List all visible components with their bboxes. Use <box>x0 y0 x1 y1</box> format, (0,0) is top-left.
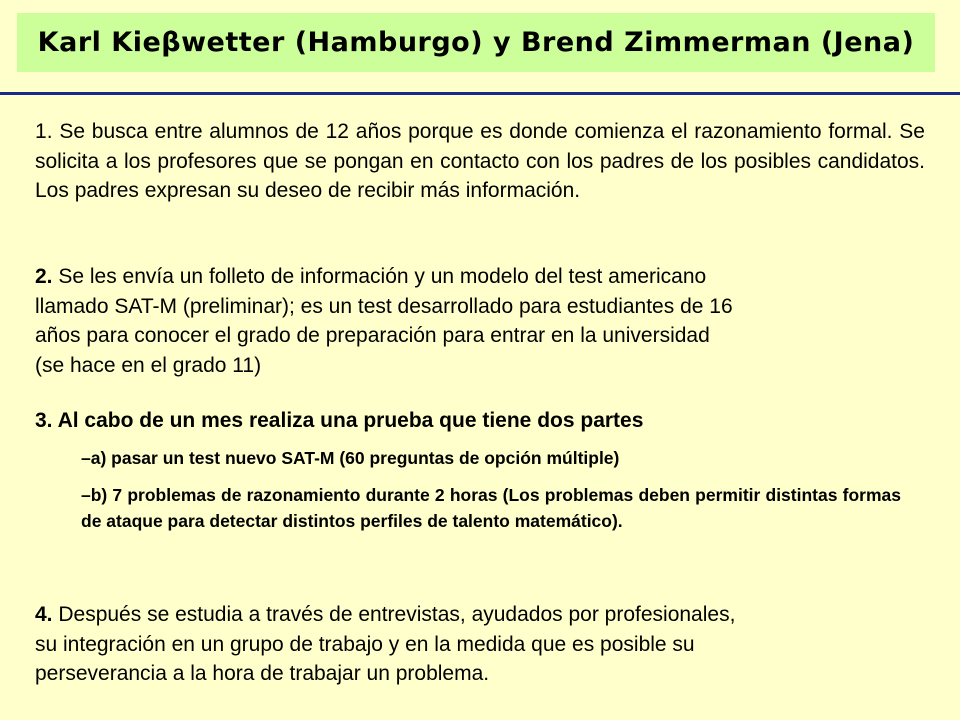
item-3-subitem-a: –a) pasar un test nuevo SAT-M (60 preguntas de opción múltiple) <box>81 448 620 468</box>
item-4-number: 4. <box>35 603 53 626</box>
title-divider <box>0 92 960 95</box>
slide-title: Karl Kieβwetter (Hamburgo) y Brend Zimmerman (Jena) <box>37 27 915 58</box>
item-3-heading: 3. Al cabo de un mes realiza una prueba que tiene dos partes <box>35 409 644 432</box>
item-2-line-4: (se hace en el grado 11) <box>35 353 262 377</box>
item-1-text: . Se busca entre alumnos de 12 años porque es donde comienza el razonamiento formal. Se solicita a los profesores que se pongan en contacto con los padres de los posibles candidatos. Los padres expresan su deseo de recibir más información. <box>35 120 925 202</box>
item-4-line-2: su integración en un grupo de trabajo y en la medida que es posible su <box>35 632 695 656</box>
item-4-line-1: 4. Después se estudia a través de entrevistas, ayudados por profesionales, <box>35 603 736 626</box>
item-2-line-3: años para conocer el grado de preparación para entrar en la universidad <box>35 324 710 347</box>
item-4 <box>35 600 925 689</box>
item-1-number: 1 <box>35 120 47 143</box>
item-2-line-2: llamado SAT-M (preliminar); es un test desarrollado para estudiantes de 16 <box>35 294 733 318</box>
item-3-subitem-b: –b) 7 problemas de razonamiento durante 2 horas (Los problemas deben permitir distintas formas de ataque para detectar distintos perfiles de talento matemático). <box>81 485 901 531</box>
item-2 <box>35 262 925 380</box>
item-1 <box>35 117 925 206</box>
item-4-line-3: perseverancia a la hora de trabajar un problema. <box>35 662 490 685</box>
item-2-line-1: 2. Se les envía un folleto de información y un modelo del test americano <box>35 265 707 288</box>
item-2-number: 2. <box>35 265 53 288</box>
title-box <box>17 13 935 72</box>
